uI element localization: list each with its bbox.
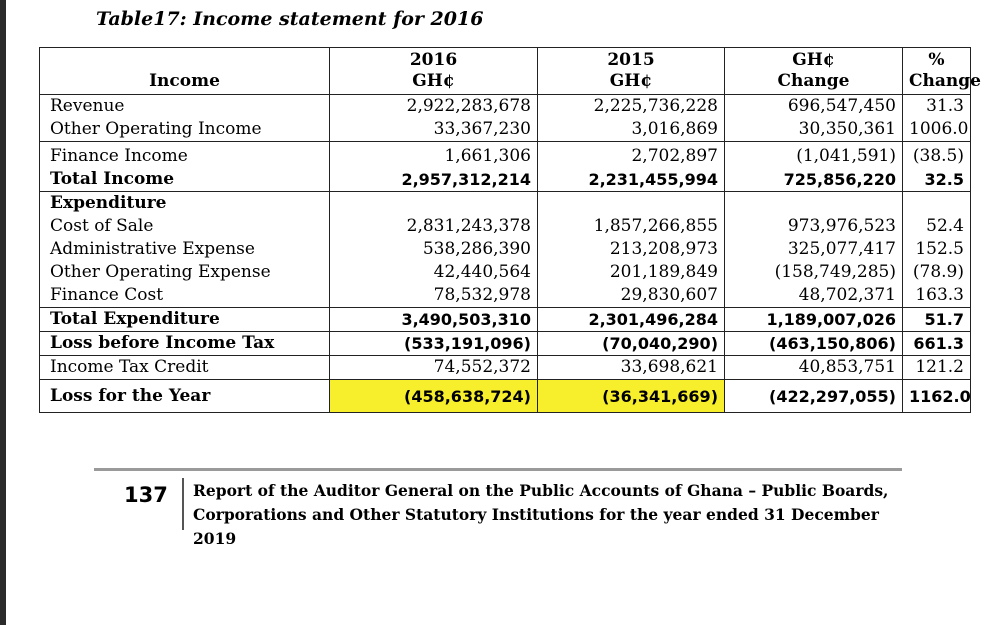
cell-2015: (70,040,290): [538, 332, 725, 356]
row-label: Finance Income: [40, 142, 330, 169]
row-label: Loss before Income Tax: [40, 332, 330, 356]
table-row: [40, 118, 971, 142]
table-row-total-income: [40, 168, 971, 192]
cell-pct: (38.5): [903, 142, 971, 169]
cell-change: (422,297,055): [725, 380, 903, 413]
page-number: 137: [124, 483, 168, 507]
table-row-section-expenditure: [40, 192, 971, 216]
header-pct-change: % Change: [903, 48, 971, 95]
cell-2016: 74,552,372: [330, 356, 538, 380]
cell-2016: 2,922,283,678: [330, 95, 538, 119]
cell-pct: 51.7: [903, 308, 971, 332]
cell-change: (158,749,285): [725, 261, 903, 284]
cell-pct: 1162.0: [903, 380, 971, 413]
cell-2016-highlighted: (458,638,724): [330, 380, 538, 413]
table-row: [40, 261, 971, 284]
row-label: Other Operating Expense: [40, 261, 330, 284]
footer-report-title: [193, 479, 913, 551]
cell-2016: (533,191,096): [330, 332, 538, 356]
table-row-loss-before-tax: [40, 332, 971, 356]
cell-2016: 78,532,978: [330, 284, 538, 308]
cell-pct: 121.2: [903, 356, 971, 380]
cell-2015: 2,231,455,994: [538, 168, 725, 192]
row-label: Total Income: [40, 168, 330, 192]
cell-2015-highlighted: (36,341,669): [538, 380, 725, 413]
cell-2016: 2,957,312,214: [330, 168, 538, 192]
cell-change: [725, 192, 903, 216]
cell-2015: 2,225,736,228: [538, 95, 725, 119]
cell-2015: 33,698,621: [538, 356, 725, 380]
cell-change: 696,547,450: [725, 95, 903, 119]
cell-pct: 152.5: [903, 238, 971, 261]
header-change: GH¢ Change: [725, 48, 903, 95]
cell-pct: [903, 192, 971, 216]
cell-change: 40,853,751: [725, 356, 903, 380]
row-label: Income Tax Credit: [40, 356, 330, 380]
cell-change: 973,976,523: [725, 215, 903, 238]
row-label: Finance Cost: [40, 284, 330, 308]
cell-2015: [538, 192, 725, 216]
row-label: Loss for the Year: [40, 380, 330, 413]
row-label: Revenue: [40, 95, 330, 119]
row-label: Expenditure: [40, 192, 330, 216]
cell-2016: [330, 192, 538, 216]
cell-2016: 538,286,390: [330, 238, 538, 261]
table-row: [40, 238, 971, 261]
cell-pct: 163.3: [903, 284, 971, 308]
cell-2016: 33,367,230: [330, 118, 538, 142]
window-left-edge: [0, 0, 6, 625]
table-row: [40, 142, 971, 169]
header-2016: 2016 GH¢: [330, 48, 538, 95]
footer-line-1: Report of the Auditor General on the Public Accounts of Ghana – Public Boards,: [193, 481, 889, 500]
cell-pct: (78.9): [903, 261, 971, 284]
table-header-row: [40, 48, 971, 95]
cell-2016: 2,831,243,378: [330, 215, 538, 238]
footer-separator: [182, 478, 184, 530]
table-caption: Table17: Income statement for 2016: [96, 8, 484, 30]
row-label: Total Expenditure: [40, 308, 330, 332]
cell-2015: 2,702,897: [538, 142, 725, 169]
cell-2015: 201,189,849: [538, 261, 725, 284]
cell-2016: 3,490,503,310: [330, 308, 538, 332]
table-row: [40, 215, 971, 238]
cell-2015: 213,208,973: [538, 238, 725, 261]
table-row: [40, 284, 971, 308]
cell-pct: 1006.0: [903, 118, 971, 142]
table-row-loss-for-year: [40, 380, 971, 413]
table-row-total-expenditure: [40, 308, 971, 332]
cell-change: 325,077,417: [725, 238, 903, 261]
cell-pct: 31.3: [903, 95, 971, 119]
row-label: Other Operating Income: [40, 118, 330, 142]
cell-pct: 32.5: [903, 168, 971, 192]
header-income: Income: [40, 48, 330, 95]
header-2015: 2015 GH¢: [538, 48, 725, 95]
row-label: Administrative Expense: [40, 238, 330, 261]
footer-divider: [94, 468, 902, 471]
table-row: [40, 356, 971, 380]
cell-change: 30,350,361: [725, 118, 903, 142]
cell-2015: 2,301,496,284: [538, 308, 725, 332]
cell-2015: 29,830,607: [538, 284, 725, 308]
table-row: [40, 95, 971, 119]
row-label: Cost of Sale: [40, 215, 330, 238]
cell-pct: 52.4: [903, 215, 971, 238]
cell-2015: 1,857,266,855: [538, 215, 725, 238]
cell-2016: 42,440,564: [330, 261, 538, 284]
income-statement-table: [39, 47, 981, 413]
cell-change: 48,702,371: [725, 284, 903, 308]
cell-2015: 3,016,869: [538, 118, 725, 142]
cell-pct: 661.3: [903, 332, 971, 356]
cell-2016: 1,661,306: [330, 142, 538, 169]
cell-change: (463,150,806): [725, 332, 903, 356]
cell-change: 1,189,007,026: [725, 308, 903, 332]
cell-change: (1,041,591): [725, 142, 903, 169]
footer-line-2: Corporations and Other Statutory Institutions for the year ended 31 December 2019: [193, 505, 879, 548]
cell-change: 725,856,220: [725, 168, 903, 192]
